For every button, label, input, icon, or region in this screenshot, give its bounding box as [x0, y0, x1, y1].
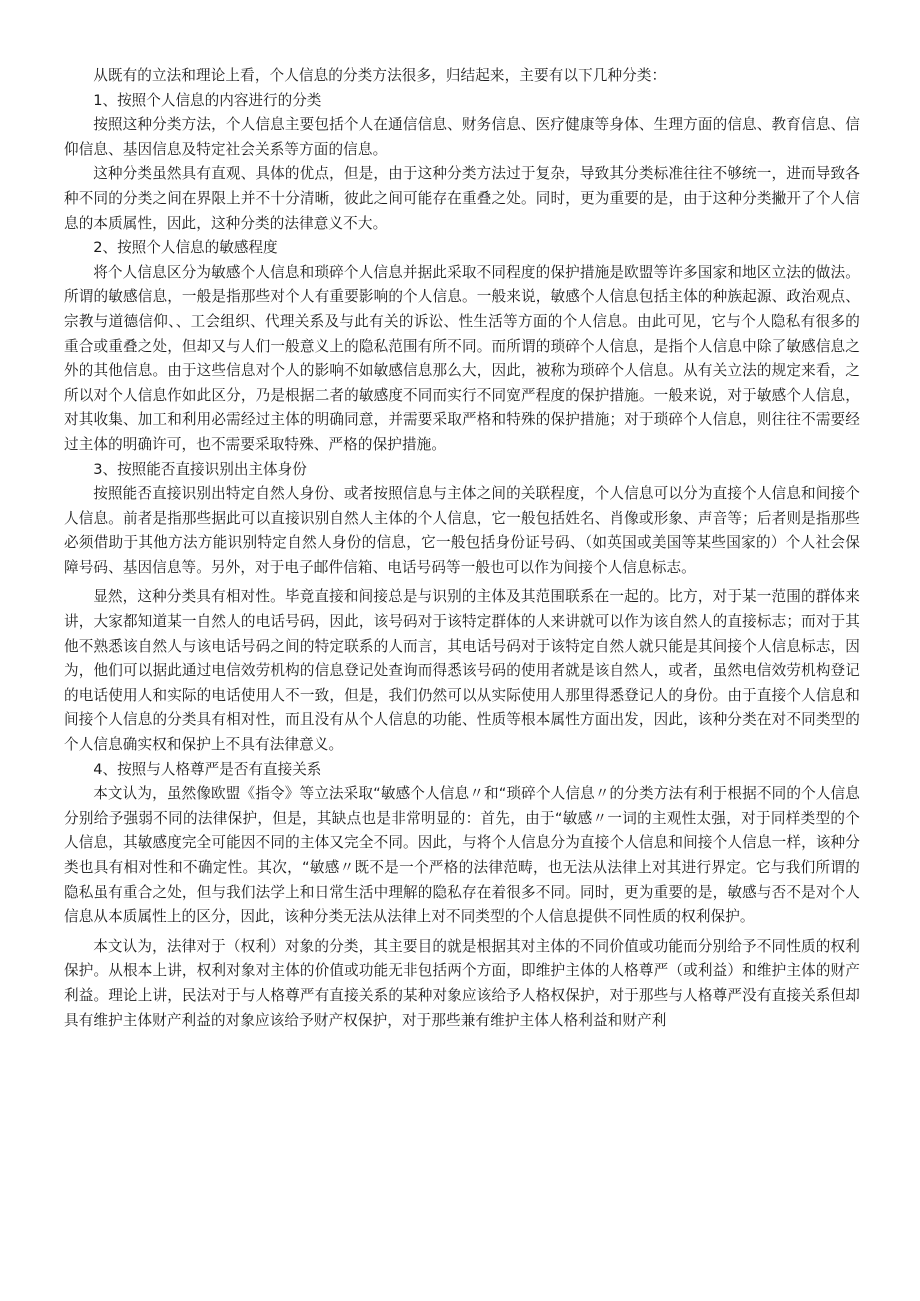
paragraph-3b: 显然，这种分类具有相对性。毕竟直接和间接总是与识别的主体及其范围联系在一起的。比方，对于某一范围的群体来讲，大家都知道某一自然人的电话号码，因此，该号码对于该特定群体的人来讲就可以作为该自然人的直接标志；而对于其他不熟悉该自然人与该电话号码之间的特定联系的人而言，其电话号码对于该特定自然人就只能是其间接个人信息标志，因为，他们可以据此通过电信效劳机构的信息登记处查询而得悉该号码的使用者就是该自然人，或者，虽然电信效劳机构登记的电话使用人和实际的电话使用人不一致，但是，我们仍然可以从实际使用人那里得悉登记人的身份。由于直接个人信息和间接个人信息的分类具有相对性，而且没有从个人信息的功能、性质等根本属性方面出发，因此，该种分类在对不同类型的个人信息确实权和保护上不具有法律意义。	[64, 588, 860, 754]
section-heading-4: 4、按照与人格尊严是否有直接关系	[93, 760, 322, 778]
section-heading-1: 1、按照个人信息的内容进行的分类	[93, 91, 322, 109]
paragraph-intro: 从既有的立法和理论上看，个人信息的分类方法很多，归结起来，主要有以下几种分类：	[93, 67, 667, 84]
paragraph-1b: 这种分类虽然具有直观、具体的优点，但是，由于这种分类方法过于复杂，导致其分类标准往往不够统一，进而导致各种不同的分类之间在界限上并不十分清晰，彼此之间可能存在重叠之处。同时，更为重要的是，由于这种分类撇开了个人信息的本质属性，因此，这种分类的法律意义不大。	[64, 165, 860, 232]
paragraph-4a: 本文认为，虽然像欧盟《指令》等立法采取“敏感个人信息〃和“琐碎个人信息〃的分类方法有利于根据不同的个人信息分别给予强弱不同的法律保护，但是，其缺点也是非常明显的：首先，由于“敏感〃一词的主观性太强，对于同样类型的个人信息，其敏感度完全可能因不同的主体又完全不同。因此，与将个人信息分为直接个人信息和间接个人信息一样，该种分类也具有相对性和不确定性。其次，“敏感〃既不是一个严格的法律范畴，也无法从法律上对其进行界定。它与我们所谓的隐私虽有重合之处，但与我们法学上和日常生活中理解的隐私存在着很多不同。同时，更为重要的是，敏感与否不是对个人信息从本质属性上的区分，因此，该种分类无法从法律上对不同类型的个人信息提供不同性质的权利保护。	[64, 785, 860, 926]
paragraph-4b: 本文认为，法律对于（权利）对象的分类，其主要目的就是根据其对主体的不同价值或功能而分别给予不同性质的权利保护。从根本上讲，权利对象对主体的价值或功能无非包括两个方面，即维护主体的人格尊严（或利益）和维护主体的财产利益。理论上讲，民法对于与人格尊严有直接关系的某种对象应该给予人格权保护，对于那些与人格尊严没有直接关系但却具有维护主体财产利益的对象应该给予财产权保护，对于那些兼有维护主体人格利益和财产利	[64, 937, 860, 1029]
paragraph-1a: 按照这种分类方法，个人信息主要包括个人在通信信息、财务信息、医疗健康等身体、生理方面的信息、教育信息、信仰信息、基因信息及特定社会关系等方面的信息。	[64, 116, 860, 158]
paragraph-2a: 将个人信息区分为敏感个人信息和琐碎个人信息并据此采取不同程度的保护措施是欧盟等许多国家和地区立法的做法。所谓的敏感信息，一般是指那些对个人有重要影响的个人信息。一般来说，敏感个人信息包括主体的种族起源、政治观点、宗教与道德信仰、、工会组织、代理关系及与此有关的诉讼、性生活等方面的个人信息。由此可见，它与个人隐私有很多的重合或重叠之处，但却又与人们一般意义上的隐私范围有所不同。而所谓的琐碎个人信息，是指个人信息中除了敏感信息之外的其他信息。由于这些信息对个人的影响不如敏感信息那么大，因此，被称为琐碎个人信息。从有关立法的规定来看，之所以对个人信息作如此区分，乃是根据二者的敏感度不同而实行不同宽严程度的保护措施。一般来说，对于敏感个人信息，对其收集、加工和利用必需经过主体的明确同意，并需要采取严格和特殊的保护措施；对于琐碎个人信息，则往往不需要经过主体的明确许可，也不需要采取特殊、严格的保护措施。	[64, 263, 860, 453]
section-heading-2: 2、按照个人信息的敏感程度	[93, 239, 278, 257]
paragraph-3a: 按照能否直接识别出特定自然人身份、或者按照信息与主体之间的关联程度，个人信息可以分为直接个人信息和间接个人信息。前者是指那些据此可以直接识别自然人主体的个人信息，它一般包括姓名、肖像或形象、声音等；后者则是指那些必须借助于其他方法方能识别特定自然人身份的信息，它一般包括身份证号码、（如英国或美国等某些国家的）个人社会保障号码、基因信息等。另外，对于电子邮件信箱、电话号码等一般也可以作为间接个人信息标志。	[64, 485, 860, 576]
section-heading-3: 3、按照能否直接识别出主体身份	[93, 460, 307, 478]
